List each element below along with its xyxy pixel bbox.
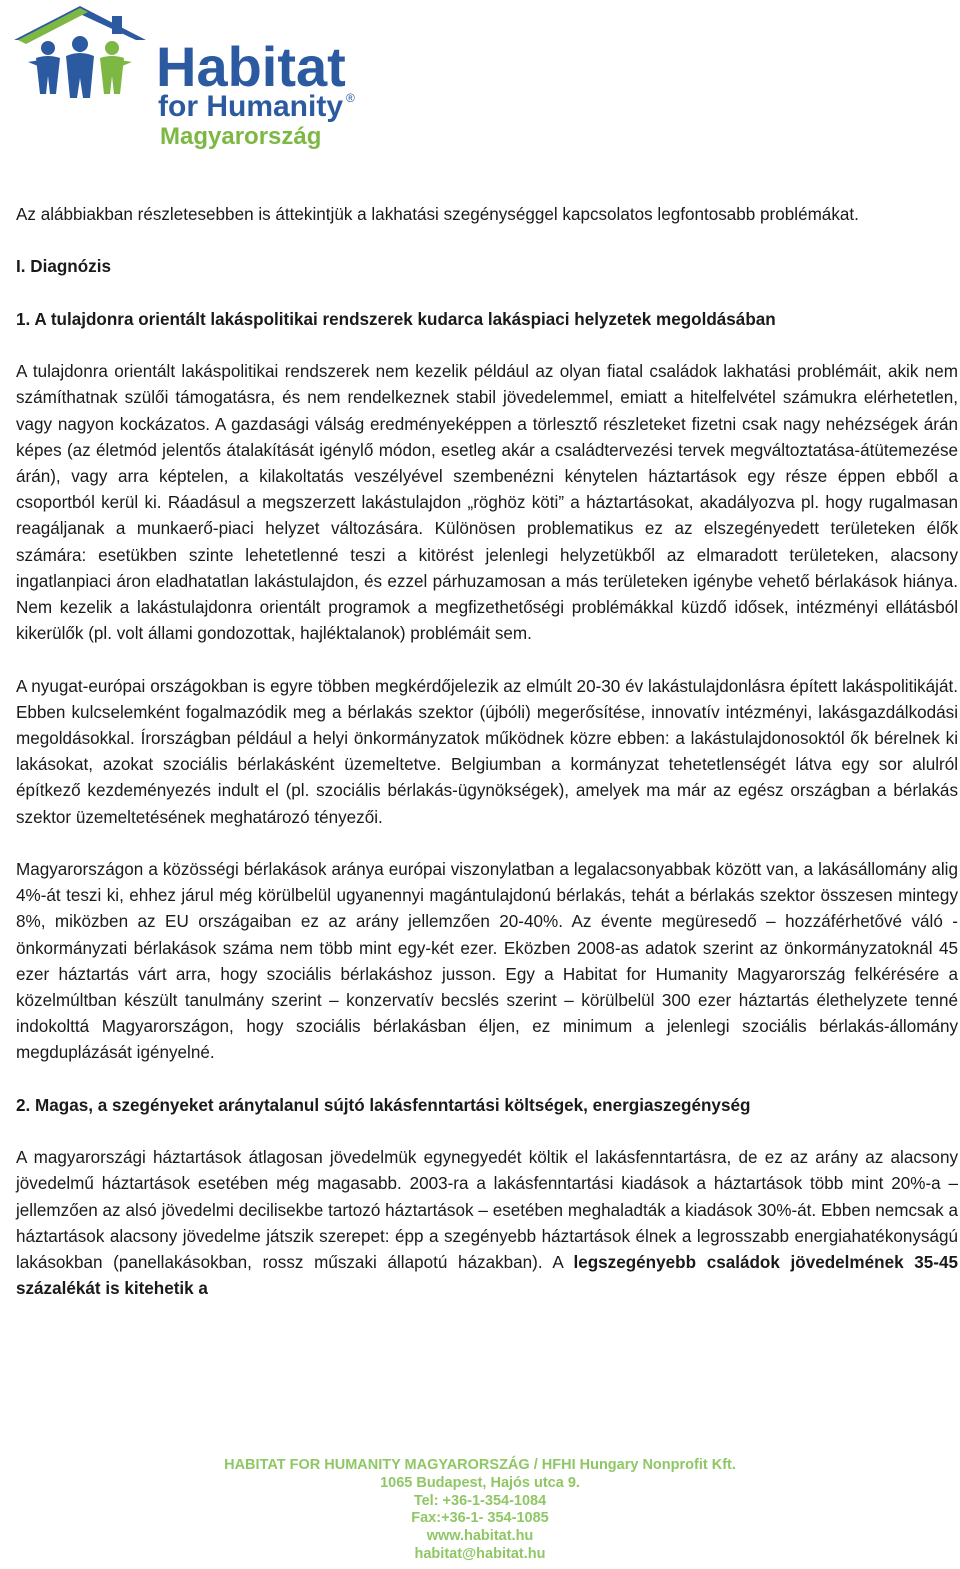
section-title: I. Diagnózis	[16, 257, 111, 277]
document-body	[16, 202, 958, 1329]
subsection-2-paragraph-1	[16, 1145, 958, 1302]
footer-email-link[interactable]: habitat@habitat.hu	[414, 1545, 546, 1562]
footer-org: HABITAT FOR HUMANITY MAGYARORSZÁG / HFHI Hungary Nonprofit Kft.	[224, 1457, 736, 1473]
footer-tel: Tel: +36-1-354-1084	[413, 1492, 547, 1509]
logo-brand-habitat: Habitat	[156, 35, 346, 98]
logo-brand-country: Magyarország	[160, 123, 322, 150]
subsection-1-paragraph-2: A nyugat-európai országokban is egyre többen megkérdőjelezik az elmúlt 20-30 év lakástulajdonlásra épített lakáspolitikáját. Ebben kulcselemként fogalmazódik meg a bérlakás szektor (újbóli) megerősítése, innovatív intézményi, lakásgazdálkodási megoldásokkal. Írországban például a helyi önkormányzatok működnek közre ebben: a lakástulajdonosoktól ők bérelnek ki lakásokat, azokat szociális bérlakásként üzemeltetve. Belgiumban a kormányzat tehetetlenségét látva egy sor alulról építkező kezdeményezés indult el (pl. szociális bérlakás-ügynökségek), amelyek ma már az egész országban a bérlakás szektor üzemeltetésének meghatározó tényezői.	[16, 676, 958, 827]
intro-paragraph: Az alábbiakban részletesebben is áttekintjük a lakhatási szegénységgel kapcsolatos legfontosabb problémákat.	[16, 205, 859, 224]
house-people-icon	[8, 2, 368, 152]
page-footer	[0, 1457, 960, 1564]
habitat-logo	[8, 2, 368, 152]
subsection-1-paragraph-3: Magyarországon a közösségi bérlakások aránya európai viszonylatban a legalacsonyabbak között van, a lakásállomány alig 4%-át teszi ki, ehhez járul még körülbelül ugyanennyi magántulajdonú bérlakás, tehát a bérlakás szektor összesen mintegy 8%, miközben az EU országaiban ez az arány jellemzően 20-40%. Az évente megüresedő – hozzáférhetővé váló - önkormányzati bérlakások száma nem több mint egy-két ezer. Eközben 2008-as adatok szerint az önkormányzatoknál 45 ezer háztartás várt arra, hogy szociális bérlakáshoz jusson. Egy a Habitat for Humanity Magyarország felkérésére a közelmúltban készült tanulmány szerint – konzervatív becslés szerint – körülbelül 300 ezer háztartás élethelyzete tenné indokolttá Magyarországon, hogy szociális bérlakásban éljen, ez minimum a jelenlegi szociális bérlakás-állomány megduplázását igényelné.	[16, 860, 958, 1063]
svg-text:®: ®	[346, 91, 355, 105]
footer-fax: Fax:+36-1- 354-1085	[411, 1510, 549, 1527]
subsection-1-paragraph-1: A tulajdonra orientált lakáspolitikai rendszerek nem kezelik például az olyan fiatal családok lakhatási problémáit, akik nem számíthatnak szülői támogatásra, és nem rendelkeznek stabil jövedelemmel, emiatt a hitelfelvétel számukra elérhetetlen, vagy nagyon kockázatos. A gazdasági válság eredményeképpen a törlesztő részleteket fizetni csak nagy nehézségek árán képes (az életmód jelentős átalakítását igénylő módon, esetleg akár a családtervezési tervek megváltoztatása-átütemezése árán), vagy arra képtelen, a kilakoltatás veszélyével szembenézni kénytelen háztartások egy része éppen ebből a csoportból kerül ki. Ráadásul a megszerzett lakástulajdon „röghöz köti” a háztartásokat, akadályozva pl. hogy rugalmasan reagáljanak a munkaerő-piaci helyzet változására. Különösen problematikus ez az elszegényedett területeken élők számára: esetükben szinte lehetetlenné teszi a kitörést jelenlegi helyzetükből az elmaradott területeken, alacsony ingatlanpiaci áron eladhatatlan lakástulajdon, és ezzel párhuzamosan a más területeken igénybe vehető bérlakások hiánya. Nem kezelik a lakástulajdonra orientált programok a megfizethetőségi problémákkal küzdő idősek, intézményi ellátásból kikerülők (pl. volt állami gondozottak, hajléktalanok) problémáit sem.	[16, 362, 958, 644]
footer-address: 1065 Budapest, Hajós utca 9.	[380, 1474, 580, 1491]
logo-brand-for-humanity: for Humanity	[158, 90, 344, 123]
footer-web-link[interactable]: www.habitat.hu	[426, 1528, 534, 1545]
subsection-1-title: 1. A tulajdonra orientált lakáspolitikai rendszerek kudarca lakáspiaci helyzetek megoldásában	[16, 309, 776, 329]
subsection-2-paragraph-1-text: A magyarországi háztartások átlagosan jövedelmük egynegyedét költik el lakásfenntartásra, de ez az arány az alacsony jövedelmű háztartások esetében még magasabb. 2003-ra a lakásfenntartási kiadások a háztartások több mint 20%-a – jellemzően az alsó jövedelmi decilisekbe tartozó háztartások – esetében meghaladták a kiadások 30%-át. Ebben nemcsak a háztartások alacsony jövedelme játszik szerepet: épp a szegényebb háztartások élnek a legrosszabb energiahatékonyságú lakásokban (panellakásokban, rossz műszaki állapotú házakban). A	[16, 1148, 958, 1273]
subsection-2-paragraph-1-bold: legszegényebb családok jövedelmének 35-45 százalékát is kitehetik a	[16, 1253, 958, 1299]
subsection-2-title: 2. Magas, a szegényeket aránytalanul sújtó lakásfenntartási költségek, energiaszegénység	[16, 1095, 751, 1115]
